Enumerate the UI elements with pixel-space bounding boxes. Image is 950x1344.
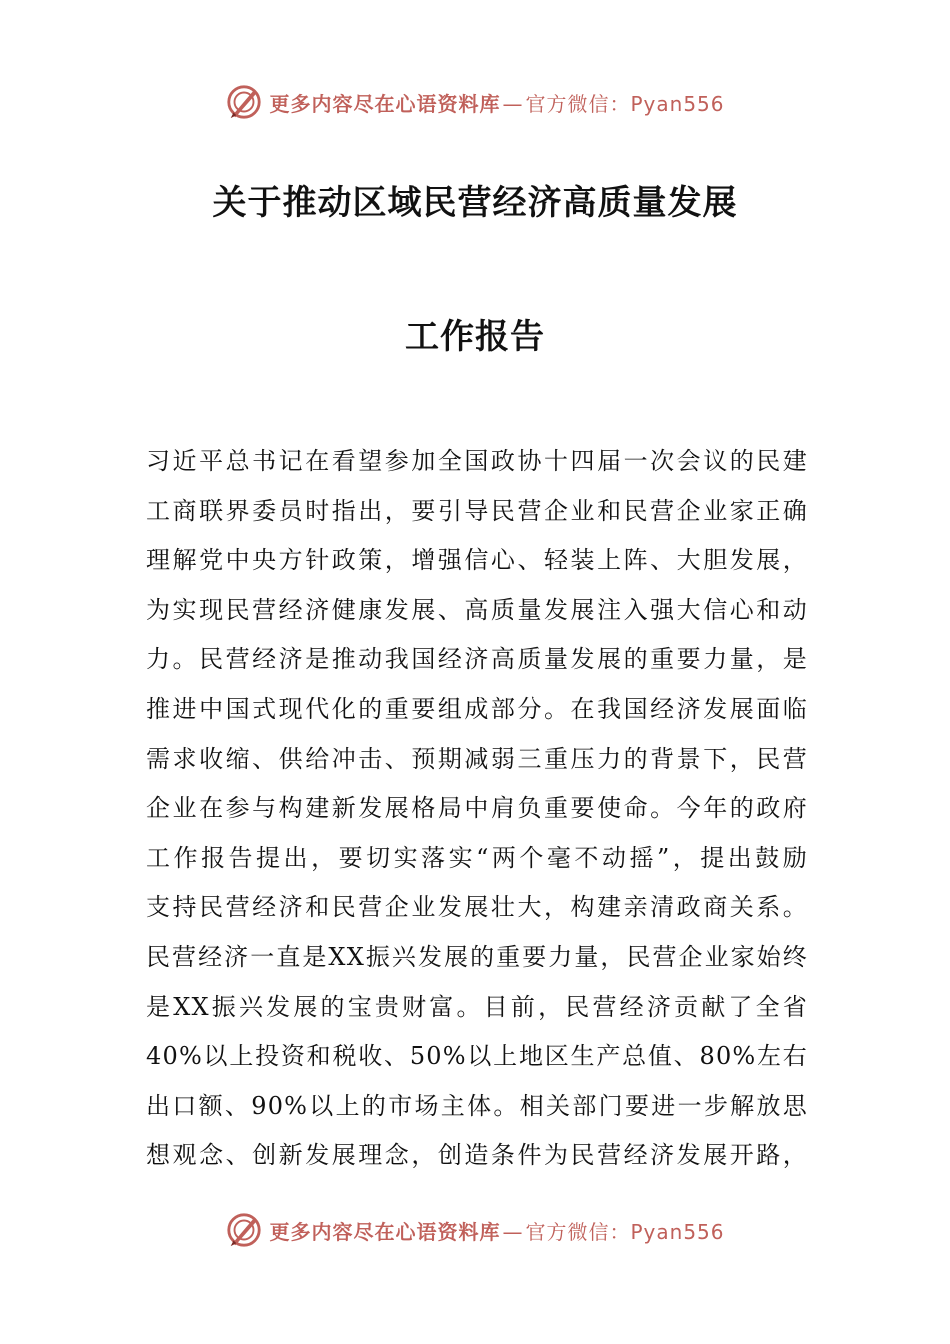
document-title-line-2: 工作报告	[405, 317, 545, 357]
watermark-header	[0, 82, 950, 122]
body-line: 工商联界委员时指出，要引导民营企业和民营企业家正确	[146, 496, 808, 525]
document-title-line-1: 关于推动区域民营经济高质量发展	[212, 183, 738, 223]
pen-logo-icon	[225, 83, 263, 121]
body-line: 工作报告提出，要切实落实“两个毫不动摇”，提出鼓励	[146, 843, 808, 872]
document-body	[146, 437, 808, 1181]
body-line: 企业在参与构建新发展格局中肩负重要使命。今年的政府	[146, 794, 808, 823]
watermark-main-text: 更多内容尽在心语资料库	[269, 1219, 501, 1244]
watermark-footer	[0, 1210, 950, 1250]
body-line: 理解党中央方针政策，增强信心、轻装上阵、大胆发展，	[146, 546, 808, 575]
watermark-dash: —	[502, 91, 524, 116]
watermark-wechat-id: Pyan556	[630, 91, 725, 116]
watermark-wechat-id: Pyan556	[630, 1219, 725, 1244]
body-line: 需求收缩、供给冲击、预期减弱三重压力的背景下，民营	[146, 744, 808, 773]
body-line: 推进中国式现代化的重要组成部分。在我国经济发展面临	[146, 694, 808, 723]
watermark-wechat-label: 官方微信：	[525, 91, 631, 116]
body-line: 支持民营经济和民营企业发展壮大，构建亲清政商关系。	[146, 893, 808, 922]
watermark-dash: —	[502, 1219, 524, 1244]
body-line: 力。民营经济是推动我国经济高质量发展的重要力量，是	[146, 645, 808, 674]
watermark-main-text: 更多内容尽在心语资料库	[269, 91, 501, 116]
watermark-wechat-label: 官方微信：	[525, 1219, 631, 1244]
body-line: 为实现民营经济健康发展、高质量发展注入强大信心和动	[146, 595, 808, 624]
body-line: 民营经济一直是XX振兴发展的重要力量，民营企业家始终	[146, 942, 808, 971]
body-line: 40%以上投资和税收、50%以上地区生产总值、80%左右	[146, 1042, 808, 1071]
watermark-text	[269, 88, 724, 117]
body-line: 习近平总书记在看望参加全国政协十四届一次会议的民建	[146, 447, 808, 475]
watermark-text	[269, 1216, 724, 1245]
body-line: 想观念、创新发展理念，创造条件为民营经济发展开路，	[146, 1141, 808, 1170]
pen-logo-icon	[225, 1211, 263, 1249]
body-line: 是XX振兴发展的宝贵财富。目前，民营经济贡献了全省	[146, 992, 808, 1021]
body-line: 出口额、90%以上的市场主体。相关部门要进一步解放思	[146, 1091, 808, 1120]
